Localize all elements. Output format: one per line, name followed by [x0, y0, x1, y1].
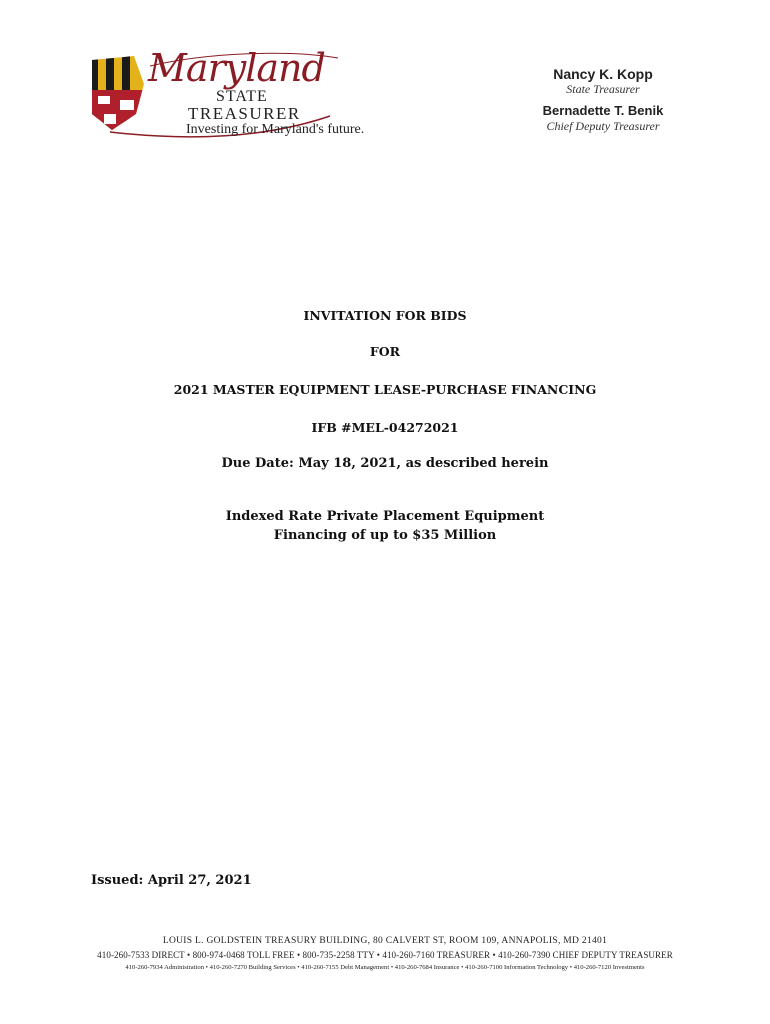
official-name: Bernadette T. Benik	[542, 103, 664, 118]
official-title: Chief Deputy Treasurer	[546, 119, 660, 133]
officials-block	[528, 66, 678, 140]
logo-script-text: Maryland	[148, 46, 325, 90]
official-title: State Treasurer	[566, 82, 640, 96]
description-line-2: Financing of up to $35 Million	[273, 528, 497, 543]
footer-departments: 410-260-7934 Administration • 410-260-7270 Building Services • 410-260-7155 Debt Management • 410-260-7684 Insurance • 410-260-7100 Information Technology • 410-260-7120 Investments	[125, 964, 645, 971]
document-subject: 2021 MASTER EQUIPMENT LEASE-PURCHASE FINANCING	[173, 382, 597, 397]
footer-address: LOUIS L. GOLDSTEIN TREASURY BUILDING, 80 CALVERT ST, ROOM 109, ANNAPOLIS, MD 21401	[162, 936, 608, 946]
description-line-1: Indexed Rate Private Placement Equipment	[225, 509, 545, 524]
official-name: Nancy K. Kopp	[553, 66, 653, 82]
logo-state-text: STATE	[216, 88, 268, 105]
maryland-state-treasurer-logo	[90, 44, 390, 142]
letterhead	[90, 44, 678, 142]
ifb-number: IFB #MEL-04272021	[311, 420, 459, 435]
footer-phones: 410-260-7533 DIRECT • 800-974-0468 TOLL FREE • 800-735-2258 TTY • 410-260-7160 TREASURER • 410-260-7390 CHIEF DEPUTY TREASURER	[97, 950, 673, 960]
issued-date: Issued: April 27, 2021	[91, 873, 252, 888]
due-date: Due Date: May 18, 2021, as described herein	[221, 456, 549, 471]
logo-tagline: Investing for Maryland's future.	[186, 122, 365, 137]
document-for: FOR	[369, 344, 401, 359]
document-heading: INVITATION FOR BIDS	[303, 308, 467, 323]
logo-treasurer-text: TREASURER	[188, 104, 301, 123]
